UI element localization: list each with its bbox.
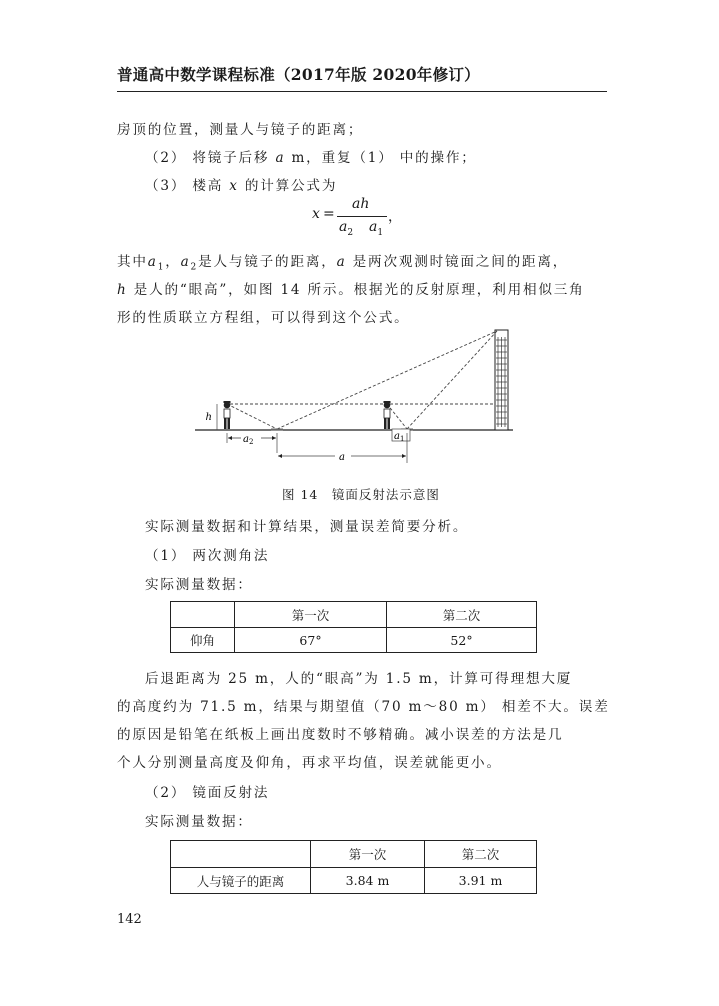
step-3-pre: （3） 楼高 [145, 178, 230, 194]
table-cell: 人与镜子的距离 [171, 868, 311, 894]
formula-equals: = [323, 206, 335, 222]
label-a: a [339, 452, 345, 463]
step-2-post: m，重复（1） 中的操作； [285, 150, 477, 166]
formula-fraction-bar [337, 216, 387, 217]
explain-line-2: h 是人的“眼高”，如图 14 所示。根据光的反射原理，利用相似三角 [117, 282, 585, 298]
table-distances [170, 840, 537, 894]
sight-lines [227, 331, 497, 429]
table-cell: 52° [387, 628, 537, 653]
table-header-cell: 第一次 [235, 602, 387, 628]
table-header-cell: 第二次 [387, 602, 537, 628]
explain-line-1: 其中$a_1$，$a_2$是人与镜子的距离，a 是两次观测时镜面之间的距离， [117, 254, 569, 273]
table-cell: 仰角 [171, 628, 235, 653]
analysis-line-1: 后退距离为 25 m，人的“眼高”为 1.5 m，计算可得理想大厦 [145, 671, 573, 687]
table-cell: 3.84 m [311, 868, 425, 894]
person-2-figure [384, 401, 391, 429]
table-row [171, 868, 537, 894]
formula-lhs: x [312, 206, 320, 222]
formula-den-a1: $a_1$ [369, 219, 384, 238]
table-row [171, 841, 537, 868]
figure-caption: 图 14 镜面反射法示意图 [282, 487, 440, 502]
paragraph-line-1: 房顶的位置，测量人与镜子的距离； [117, 122, 364, 138]
method-1-title: （1） 两次测角法 [145, 548, 270, 564]
header-rule [117, 91, 607, 92]
analysis-line-4: 个人分别测量高度及仰角，再求平均值，误差就能更小。 [117, 755, 502, 771]
table-header-cell [171, 841, 311, 868]
table-cell: 3.91 m [425, 868, 537, 894]
step-3-var: x [229, 178, 239, 194]
person-1-figure [224, 401, 231, 429]
method-2-title: （2） 镜面反射法 [145, 785, 270, 801]
step-2 [145, 146, 477, 166]
data-label-2: 实际测量数据： [145, 814, 253, 830]
table-header-cell: 第一次 [311, 841, 425, 868]
label-a1: $a_1$ [394, 431, 405, 443]
table-cell: 67° [235, 628, 387, 653]
step-3 [145, 174, 337, 194]
formula-numerator: ah [352, 196, 370, 212]
table-row [171, 628, 537, 653]
header-title: 普通高中数学课程标准（2017年版 2020年修订） [117, 65, 480, 84]
table-header-cell [171, 602, 235, 628]
label-h: h [205, 412, 212, 423]
step-2-pre: （2） 将镜子后移 [145, 150, 276, 166]
formula-minus [356, 219, 370, 235]
formula-den-a2: $a_2$ [339, 219, 354, 238]
formula-comma: ， [388, 209, 402, 225]
data-label-1: 实际测量数据： [145, 577, 253, 593]
building-windows [496, 337, 507, 427]
table-row [171, 602, 537, 628]
mirror-reflection-diagram [195, 325, 525, 475]
analysis-line-3: 的原因是铅笔在纸板上画出度数时不够精确。减小误差的方法是几 [117, 727, 564, 743]
analysis-line-2: 的高度约为 71.5 m，结果与期望值（70 m～80 m） 相差不大。误差 [117, 699, 610, 715]
explain-line-3: 形的性质联立方程组，可以得到这个公式。 [117, 310, 410, 326]
label-a2: $a_2$ [243, 434, 254, 446]
step-2-var: a [275, 150, 286, 166]
table-header-cell: 第二次 [425, 841, 537, 868]
page-number: 142 [117, 912, 142, 927]
after-figure-text: 实际测量数据和计算结果，测量误差简要分析。 [145, 519, 469, 535]
table-angles [170, 601, 537, 653]
step-3-post: 的计算公式为 [238, 178, 338, 194]
